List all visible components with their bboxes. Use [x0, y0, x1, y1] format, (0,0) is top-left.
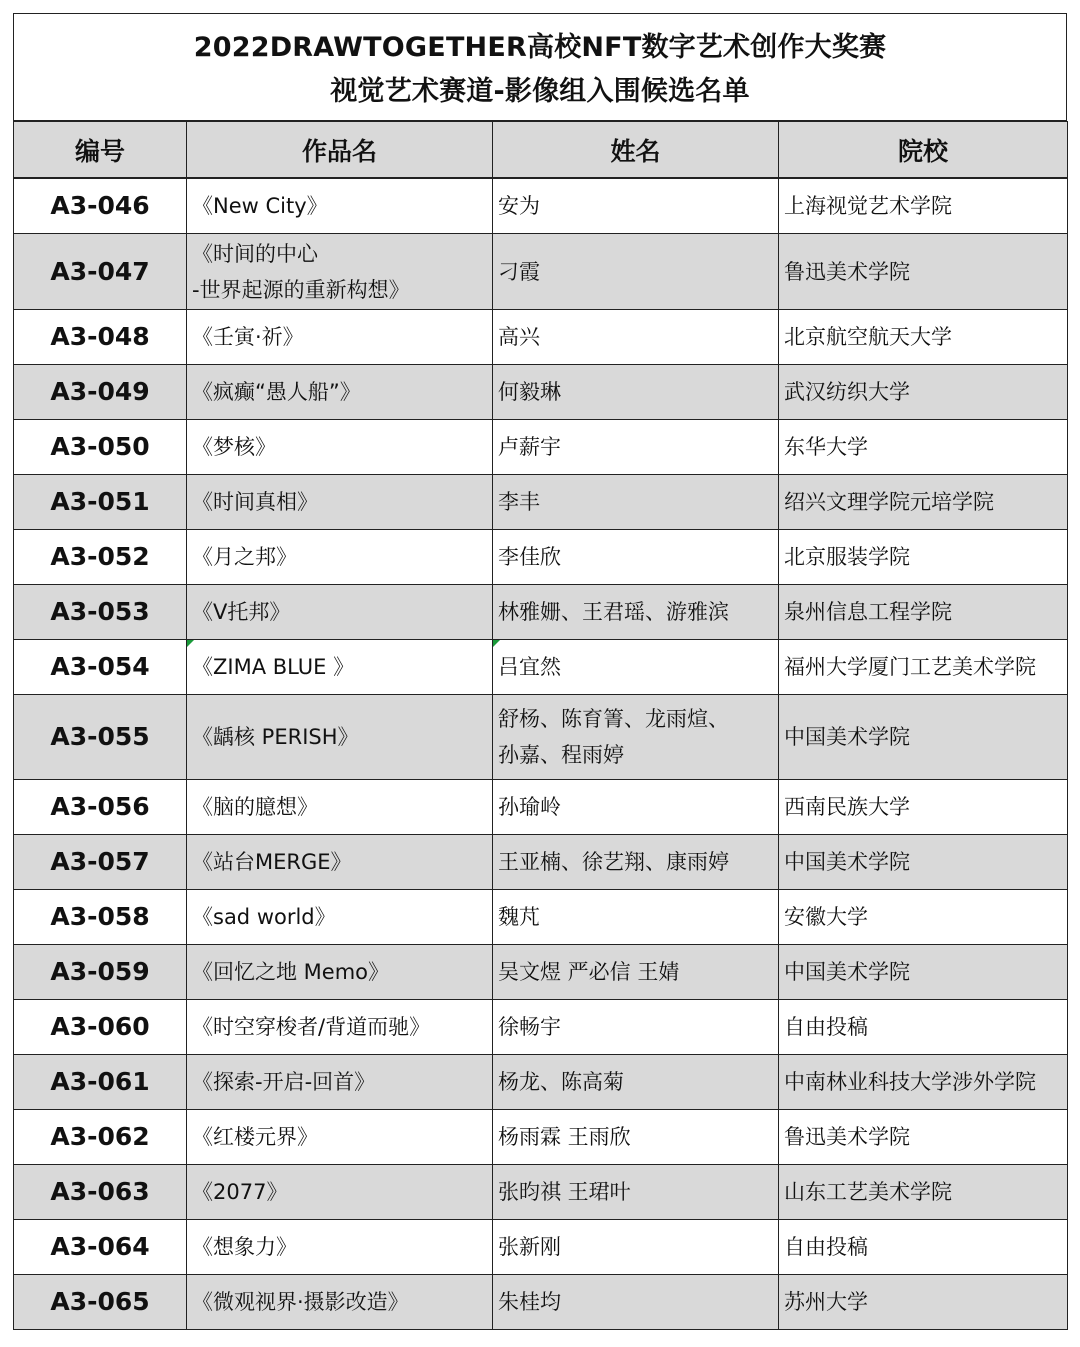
cell-work-line: 《想象力》 — [192, 1235, 297, 1259]
table-row — [14, 1000, 1068, 1055]
cell-name — [493, 234, 779, 310]
page-title: 2022DRAWTOGETHER高校NFT数字艺术创作大奖赛 — [193, 32, 887, 63]
cell-work — [187, 1220, 493, 1275]
cell-name-line: 魏芃 — [498, 905, 540, 929]
cell-code: A3-052 — [14, 530, 187, 585]
cell-work-line: 《时间的中心 — [192, 241, 318, 266]
cell-name — [493, 1000, 779, 1055]
cell-work-line: 《回忆之地 Memo》 — [192, 960, 390, 984]
cell-school: 绍兴文理学院元培学院 — [779, 475, 1068, 530]
cell-school: 安徽大学 — [779, 890, 1068, 945]
cell-code: A3-046 — [14, 178, 187, 234]
cell-name — [493, 780, 779, 835]
table-row — [14, 945, 1068, 1000]
cell-name — [493, 530, 779, 585]
table-row — [14, 475, 1068, 530]
cell-name-line: 李丰 — [498, 490, 540, 514]
cell-code: A3-049 — [14, 365, 187, 420]
cell-school: 鲁迅美术学院 — [779, 1110, 1068, 1165]
column-header-work: 作品名 — [187, 122, 493, 179]
cell-name-line: 张昀祺 王珺叶 — [498, 1180, 631, 1204]
cell-work-line: 《2077》 — [192, 1180, 288, 1204]
cell-code: A3-056 — [14, 780, 187, 835]
cell-school: 鲁迅美术学院 — [779, 234, 1068, 310]
cell-school: 山东工艺美术学院 — [779, 1165, 1068, 1220]
cell-code: A3-061 — [14, 1055, 187, 1110]
cell-code: A3-063 — [14, 1165, 187, 1220]
table-row — [14, 365, 1068, 420]
table-row — [14, 695, 1068, 780]
cell-work-line: 《ZIMA BLUE 》 — [192, 655, 355, 679]
column-header-school: 院校 — [779, 122, 1068, 179]
cell-work — [187, 835, 493, 890]
table-row — [14, 835, 1068, 890]
table-row — [14, 780, 1068, 835]
cell-work — [187, 1000, 493, 1055]
cell-work — [187, 234, 493, 310]
title-box — [13, 13, 1067, 122]
cell-code: A3-062 — [14, 1110, 187, 1165]
table-header-row — [14, 122, 1068, 179]
cell-work — [187, 890, 493, 945]
cell-school: 泉州信息工程学院 — [779, 585, 1068, 640]
cell-code: A3-053 — [14, 585, 187, 640]
cell-name-line: 安为 — [498, 194, 540, 218]
cell-school: 中南林业科技大学涉外学院 — [779, 1055, 1068, 1110]
cell-name — [493, 1220, 779, 1275]
cell-code: A3-059 — [14, 945, 187, 1000]
cell-name-line: 舒杨、陈育箐、龙雨煊、 — [498, 707, 729, 731]
cell-name-line: 朱桂均 — [498, 1290, 561, 1314]
cell-work — [187, 695, 493, 780]
cell-name — [493, 1055, 779, 1110]
cell-school: 上海视觉艺术学院 — [779, 178, 1068, 234]
cell-code: A3-048 — [14, 310, 187, 365]
cell-school: 东华大学 — [779, 420, 1068, 475]
cell-work — [187, 365, 493, 420]
cell-code: A3-054 — [14, 640, 187, 695]
table-row — [14, 420, 1068, 475]
cell-name — [493, 178, 779, 234]
cell-name-line: 杨雨霖 王雨欣 — [498, 1125, 631, 1149]
cell-name — [493, 585, 779, 640]
cell-name — [493, 945, 779, 1000]
cell-code: A3-058 — [14, 890, 187, 945]
cell-school: 苏州大学 — [779, 1275, 1068, 1330]
cell-work — [187, 1275, 493, 1330]
cell-code: A3-051 — [14, 475, 187, 530]
cell-work-line: 《New City》 — [192, 194, 328, 218]
cell-name — [493, 475, 779, 530]
cell-school: 北京航空航天大学 — [779, 310, 1068, 365]
cell-work — [187, 475, 493, 530]
cell-work — [187, 178, 493, 234]
cell-work — [187, 1055, 493, 1110]
cell-work-line: 《脑的臆想》 — [192, 795, 318, 819]
cell-school: 北京服装学院 — [779, 530, 1068, 585]
cell-work — [187, 1110, 493, 1165]
cell-code: A3-057 — [14, 835, 187, 890]
cell-work-line: 《sad world》 — [192, 905, 336, 929]
cell-work-line: 《月之邦》 — [192, 545, 297, 569]
cell-work — [187, 585, 493, 640]
table-row — [14, 890, 1068, 945]
cell-name — [493, 310, 779, 365]
cell-work-line: 《疯癫“愚人船”》 — [192, 380, 361, 404]
table-row — [14, 1220, 1068, 1275]
table-row — [14, 1165, 1068, 1220]
cell-code: A3-050 — [14, 420, 187, 475]
cell-code: A3-055 — [14, 695, 187, 780]
cell-work — [187, 1165, 493, 1220]
cell-name — [493, 1165, 779, 1220]
table-row — [14, 234, 1068, 310]
cell-school: 自由投稿 — [779, 1220, 1068, 1275]
cell-school: 西南民族大学 — [779, 780, 1068, 835]
table-row — [14, 585, 1068, 640]
cell-name-line: 高兴 — [498, 325, 540, 349]
cell-work — [187, 420, 493, 475]
cell-work — [187, 530, 493, 585]
cell-name-line: 孙嘉、程雨婷 — [498, 743, 624, 767]
cell-code: A3-060 — [14, 1000, 187, 1055]
cell-school: 武汉纺织大学 — [779, 365, 1068, 420]
cell-work-line: 《时空穿梭者/背道而驰》 — [192, 1015, 431, 1039]
cell-work — [187, 780, 493, 835]
cell-school: 自由投稿 — [779, 1000, 1068, 1055]
column-header-code: 编号 — [14, 122, 187, 179]
cell-name-line: 刁霞 — [498, 259, 540, 284]
table-body — [14, 178, 1068, 1330]
cell-name-line: 徐畅宇 — [498, 1015, 561, 1039]
cell-work-line: 《梦核》 — [192, 435, 276, 459]
cell-work-line: 《红楼元界》 — [192, 1125, 318, 1149]
page-subtitle: 视觉艺术赛道-影像组入围候选名单 — [330, 76, 750, 107]
cell-name — [493, 890, 779, 945]
cell-school: 中国美术学院 — [779, 835, 1068, 890]
cell-name — [493, 835, 779, 890]
cell-code: A3-065 — [14, 1275, 187, 1330]
cell-work — [187, 640, 493, 695]
table-row — [14, 178, 1068, 234]
cell-work-line: 《探索-开启-回首》 — [192, 1070, 376, 1094]
cell-name-line: 林雅姗、王君瑶、游雅滨 — [498, 600, 729, 624]
cell-name-line: 杨龙、陈高菊 — [498, 1070, 624, 1094]
cell-name-line: 何毅琳 — [498, 380, 561, 404]
cell-code: A3-047 — [14, 234, 187, 310]
cell-work — [187, 310, 493, 365]
cell-school: 中国美术学院 — [779, 945, 1068, 1000]
cell-name-line: 王亚楠、徐艺翔、康雨婷 — [498, 850, 729, 874]
cell-name-line: 张新刚 — [498, 1235, 561, 1259]
cell-work-line: 《微观视界·摄影改造》 — [192, 1290, 409, 1314]
cell-name-line: 卢薪宇 — [498, 435, 561, 459]
table-row — [14, 1275, 1068, 1330]
nominee-table — [13, 121, 1068, 1330]
table-row — [14, 530, 1068, 585]
cell-work-line: -世界起源的重新构想》 — [192, 277, 410, 302]
cell-name-line: 孙瑜岭 — [498, 795, 561, 819]
cell-work-line: 《站台MERGE》 — [192, 850, 352, 874]
cell-name — [493, 695, 779, 780]
cell-name-line: 吕宜然 — [498, 655, 561, 679]
cell-name — [493, 1110, 779, 1165]
cell-school: 福州大学厦门工艺美术学院 — [779, 640, 1068, 695]
table-row — [14, 640, 1068, 695]
cell-work-line: 《时间真相》 — [192, 490, 318, 514]
cell-school: 中国美术学院 — [779, 695, 1068, 780]
cell-name — [493, 420, 779, 475]
cell-name-line: 吴文煜 严必信 王婧 — [498, 960, 680, 984]
cell-name — [493, 1275, 779, 1330]
cell-work-line: 《龋核 PERISH》 — [192, 725, 359, 749]
nominee-list-sheet — [13, 13, 1067, 1334]
cell-work-line: 《壬寅·祈》 — [192, 325, 304, 349]
cell-work — [187, 945, 493, 1000]
column-header-name: 姓名 — [493, 122, 779, 179]
table-row — [14, 310, 1068, 365]
cell-work-line: 《V托邦》 — [192, 600, 291, 624]
table-row — [14, 1110, 1068, 1165]
cell-name — [493, 365, 779, 420]
cell-code: A3-064 — [14, 1220, 187, 1275]
cell-name — [493, 640, 779, 695]
cell-name-line: 李佳欣 — [498, 545, 561, 569]
table-row — [14, 1055, 1068, 1110]
